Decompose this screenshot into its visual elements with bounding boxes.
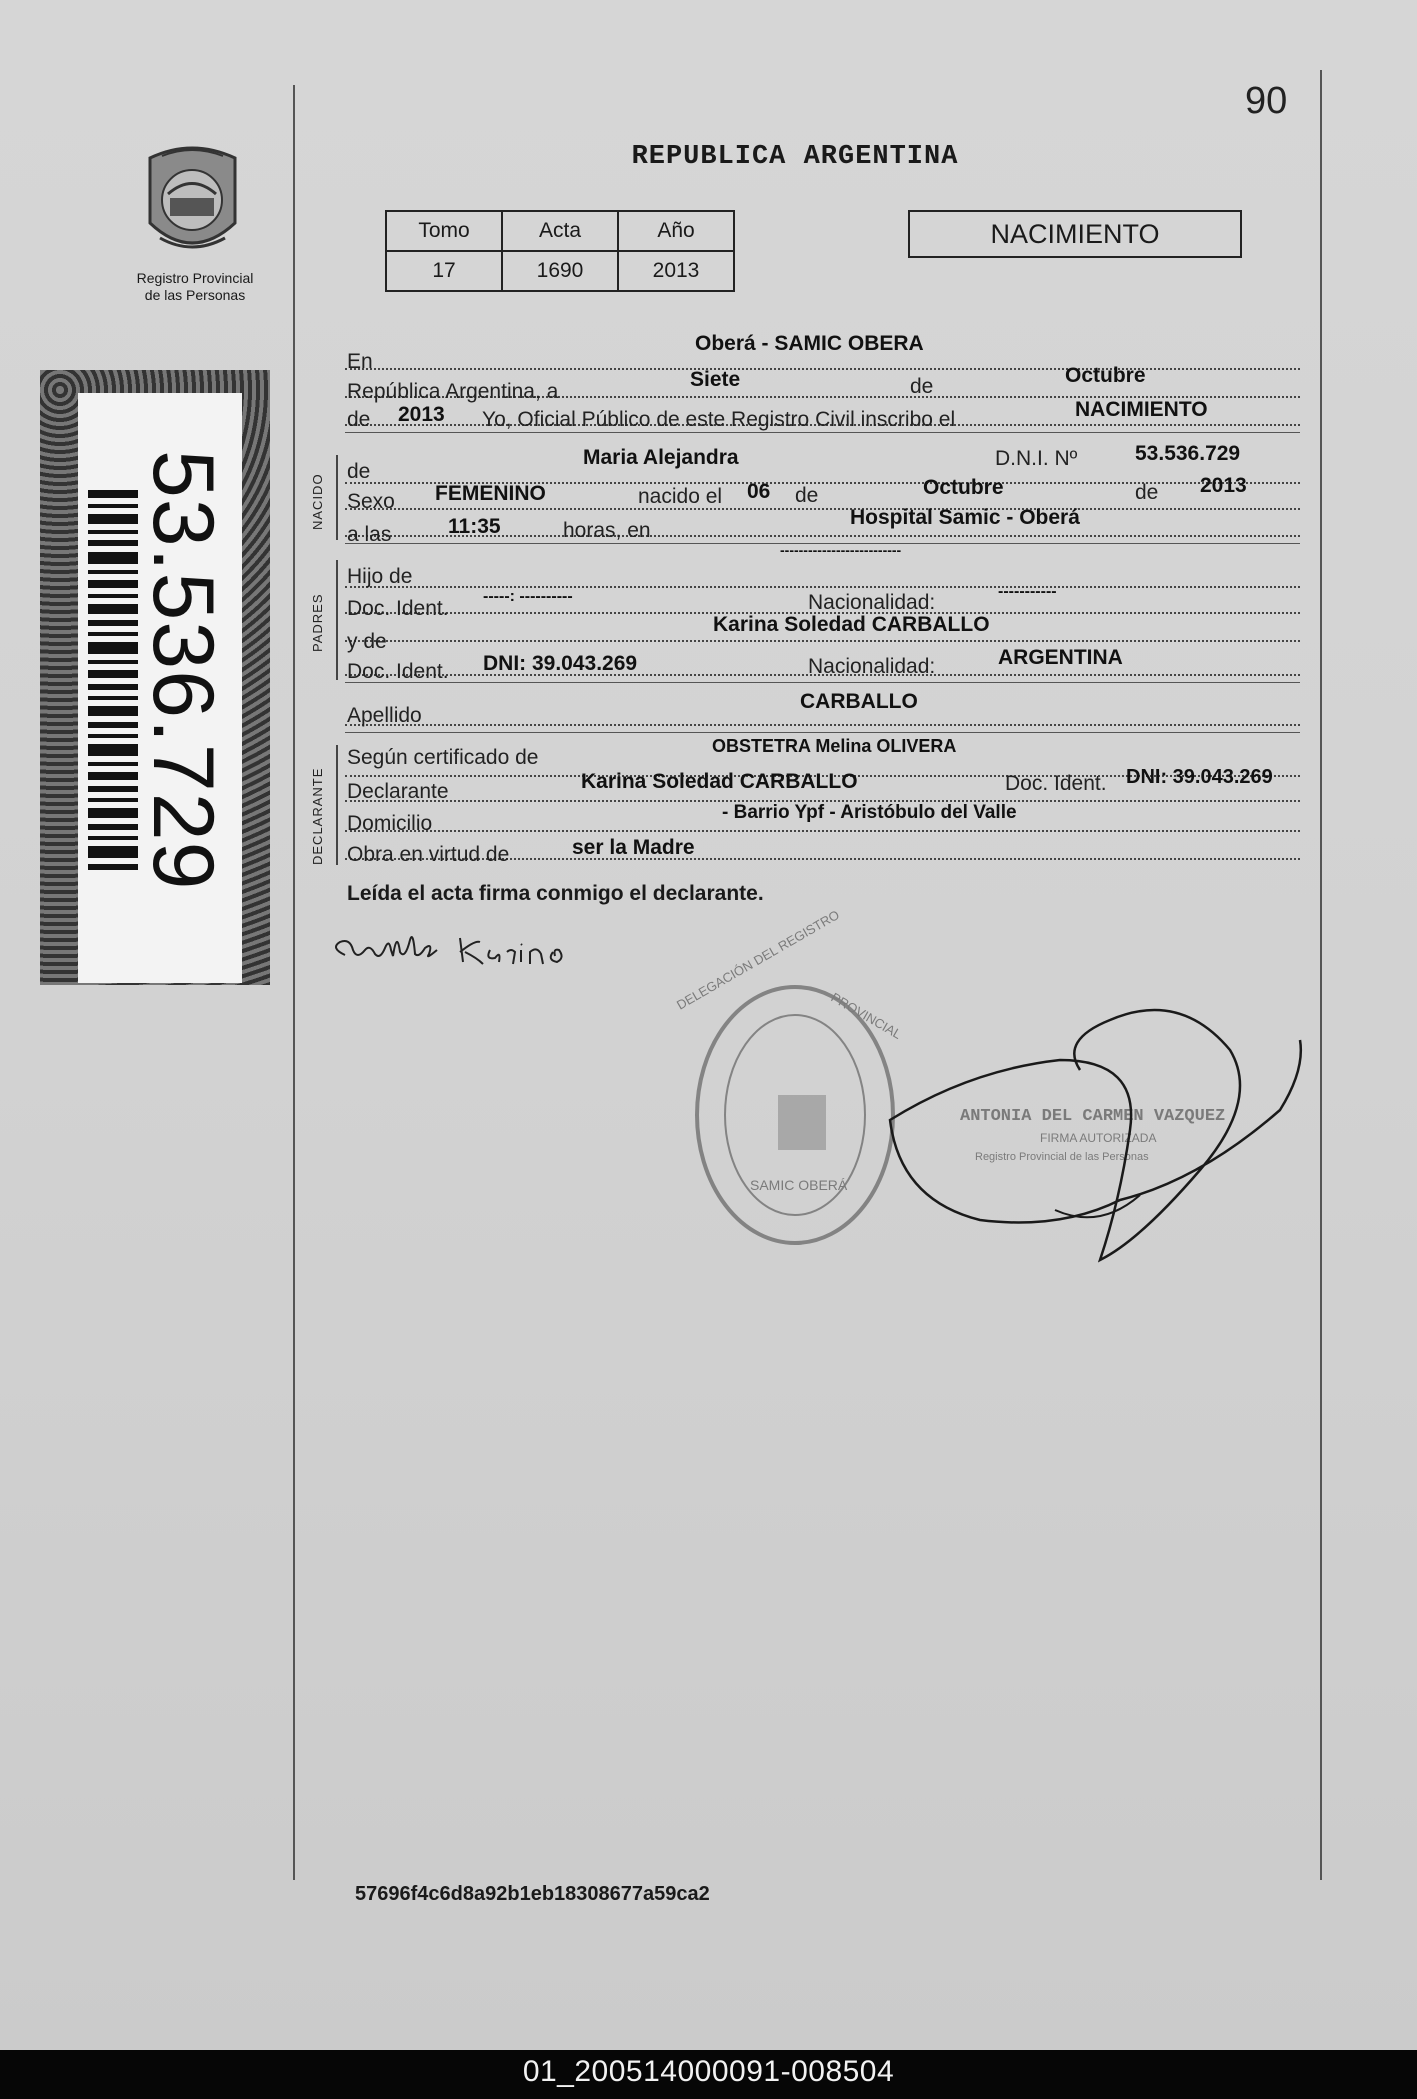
value-dia-nac: 06 [747,480,771,503]
label-doc-ident3: Doc. Ident. [1005,772,1107,795]
side-label-padres: PADRES [310,593,325,652]
value-nombre: Maria Alejandra [583,446,739,469]
value-lugar: Oberá - SAMIC OBERA [695,332,924,355]
value-hora: 11:35 [448,515,501,538]
value-doc3: DNI: 39.043.269 [1126,766,1273,788]
label-obra: Obra en virtud de [347,843,510,866]
line-en [345,368,1300,370]
value-nac1: ----------- [998,583,1057,600]
label-hijo-de: Hijo de [347,565,413,588]
nacido-bracket [336,455,338,540]
label-nacido-el: nacido el [638,485,723,508]
value-lugar-nac: Hospital Samic - Oberá [850,506,1080,529]
label-republica: República Argentina, a [347,380,559,403]
label-de2: de [347,408,371,431]
label-apellido: Apellido [347,704,422,727]
barcode-icon [88,490,138,870]
svg-text:ANTONIA DEL CARMEN VAZQUEZ: ANTONIA DEL CARMEN VAZQUEZ [960,1107,1226,1126]
label-de: de [910,375,934,398]
label-a-las: a las [347,523,392,546]
value-sexo: FEMENINO [435,482,546,505]
svg-text:FIRMA AUTORIZADA: FIRMA AUTORIZADA [1040,1131,1157,1145]
padres-bracket [336,560,338,680]
left-margin-line [293,85,295,1880]
value-madre: Karina Soledad CARBALLO [713,613,990,636]
line-sexo [345,508,1300,510]
value-apellido: CARBALLO [800,690,918,713]
province-seal-icon [140,138,245,263]
label-domicilio: Domicilio [347,812,433,835]
svg-text:DELEGACIÓN DEL REGISTRO: DELEGACIÓN DEL REGISTRO [674,907,842,1013]
registry-name: Registro Provincial de las Personas [136,270,254,303]
label-doc-ident2: Doc. Ident. [347,660,449,683]
label-y-de: y de [347,630,387,653]
line-y-de [345,640,1300,642]
label-oficial: Yo, Oficial Público de este Registro Civil inscribo el [482,408,956,431]
line-domicilio [345,830,1300,832]
value-mes: Octubre [1065,364,1146,387]
label-nacionalidad2: Nacionalidad: [808,655,936,678]
page-number: 90 [1245,80,1288,122]
tomo-header: Tomo [386,211,502,251]
side-label-declarante: DECLARANTE [310,767,325,865]
label-dni: D.N.I. Nº [995,447,1078,470]
svg-text:SAMIC OBERÁ: SAMIC OBERÁ [750,1177,848,1193]
line-apellido [345,724,1300,726]
label-segun: Según certificado de [347,746,539,769]
value-doc2: DNI: 39.043.269 [483,652,638,675]
divider-1 [345,432,1300,433]
label-horas-en: horas, en [563,519,651,542]
divider-4 [345,732,1300,733]
official-stamp-icon [500,907,1320,1320]
acta-value: 1690 [502,251,618,291]
declarante-bracket [336,745,338,865]
record-type-box: NACIMIENTO [908,210,1242,258]
registry-table [385,210,735,292]
right-margin-line [1320,70,1322,1880]
value-certificado: OBSTETRA Melina OLIVERA [712,736,957,756]
label-de4: de [1135,481,1159,504]
document-hash: 57696f4c6d8a92b1eb18308677a59ca2 [355,1883,710,1905]
anio-value: 2013 [618,251,734,291]
label-en: En [347,350,373,373]
svg-text:Registro Provincial de las Per: Registro Provincial de las Personas [975,1151,1149,1163]
country-title: REPUBLICA ARGENTINA [631,142,959,172]
value-obra: ser la Madre [572,836,695,859]
acta-header: Acta [502,211,618,251]
label-declarante: Declarante [347,780,449,803]
value-acto: NACIMIENTO [1075,398,1208,421]
value-anio: 2013 [398,403,445,426]
value-anio-nac: 2013 [1200,474,1247,497]
value-domicilio: - Barrio Ypf - Aristóbulo del Valle [722,802,1017,823]
side-label-nacido: NACIDO [310,473,325,530]
value-mes-nac: Octubre [923,476,1004,499]
label-sexo: Sexo [347,490,395,513]
barcode-number: 53.536.729 [135,450,231,891]
value-doc1: -----: ---------- [483,588,573,605]
divider-3 [345,682,1300,683]
footer-id: 01_200514000091-008504 [522,2055,895,2088]
anio-header: Año [618,211,734,251]
value-hijo-de: -------------------------- [780,542,902,558]
tomo-value: 17 [386,251,502,291]
value-dia: Siete [690,368,741,391]
svg-text:PROVINCIAL: PROVINCIAL [828,989,905,1042]
closing-statement: Leída el acta firma conmigo el declarante. [347,882,764,905]
value-dni: 53.536.729 [1135,442,1241,465]
label-de-nombre: de [347,460,371,483]
label-nacionalidad1: Nacionalidad: [808,591,936,614]
label-de3: de [795,484,819,507]
value-declarante: Karina Soledad CARBALLO [581,770,858,793]
label-doc-ident1: Doc. Ident. [347,597,449,620]
value-nac2: ARGENTINA [998,646,1123,669]
